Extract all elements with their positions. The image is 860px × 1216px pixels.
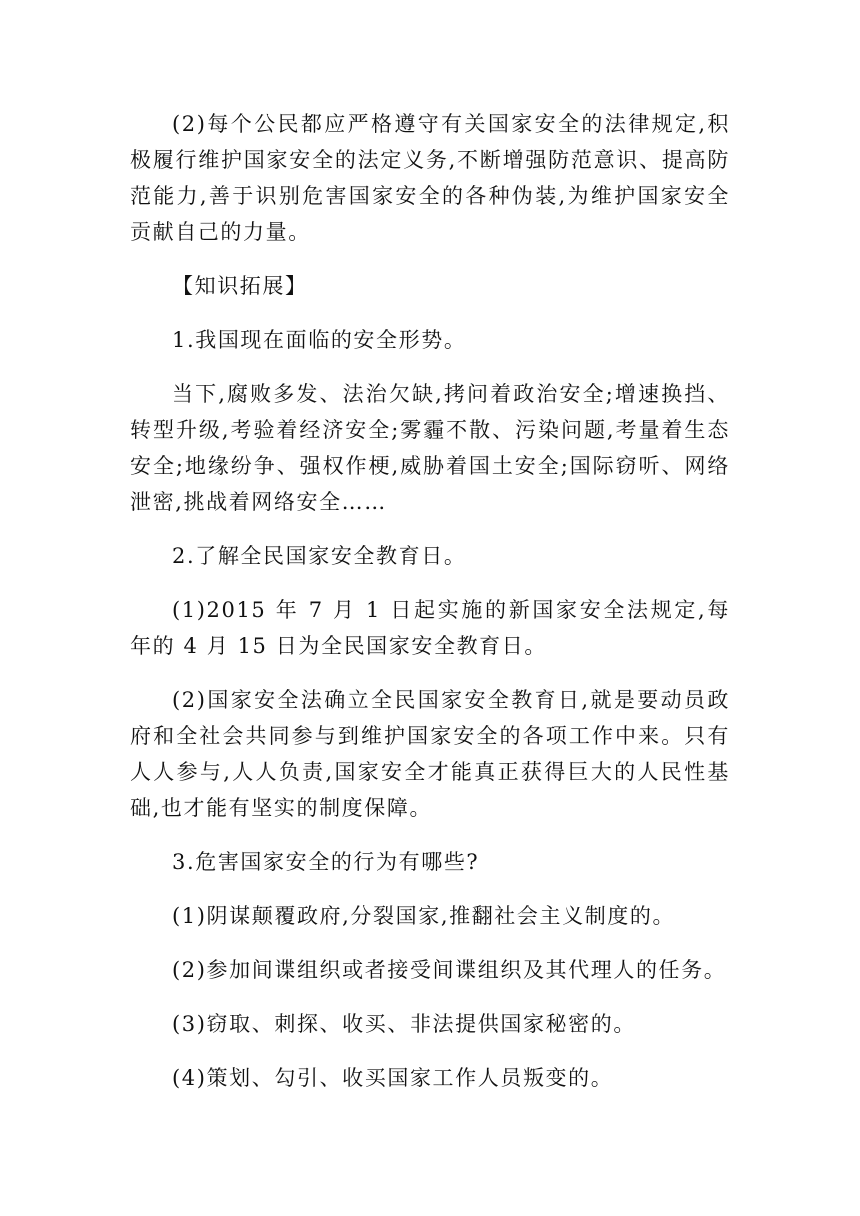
- document-body: [130, 106, 730, 1114]
- subheading-security-situation: 1.我国现在面临的安全形势。: [172, 328, 467, 352]
- subheading-harmful-acts: 3.危害国家安全的行为有哪些?: [172, 850, 480, 874]
- section-heading-knowledge-extension: 【知识拓展】: [172, 274, 308, 298]
- list-item-harmful-act-1: (1)阴谋颠覆政府,分裂国家,推翻社会主义制度的。: [172, 904, 676, 928]
- paragraph-security-situation: 当下,腐败多发、法治欠缺,拷问着政治安全;增速换挡、转型升级,考验着经济安全;雾霾不散、污染问题,考量着生态安全;地缘纷争、强权作梗,威胁着国土安全;国际窃听、网络泄密,挑战着网络安全……: [130, 382, 730, 514]
- subheading-education-day: 2.了解全民国家安全教育日。: [172, 544, 467, 568]
- list-item-harmful-act-4: (4)策划、勾引、收买国家工作人员叛变的。: [172, 1066, 614, 1090]
- paragraph-citizen-duty: (2)每个公民都应严格遵守有关国家安全的法律规定,积极履行维护国家安全的法定义务,不断增强防范意识、提高防范能力,善于识别危害国家安全的各种伪装,为维护国家安全贡献自己的力量。: [130, 112, 730, 244]
- paragraph-education-day-1: (1)2015 年 7 月 1 日起实施的新国家安全法规定,每年的 4 月 15 日为全民国家安全教育日。: [130, 598, 730, 658]
- paragraph-education-day-2: (2)国家安全法确立全民国家安全教育日,就是要动员政府和全社会共同参与到维护国家安全的各项工作中来。只有人人参与,人人负责,国家安全才能真正获得巨大的人民性基础,也才能有坚实的制度保障。: [130, 688, 730, 820]
- list-item-harmful-act-3: (3)窃取、刺探、收买、非法提供国家秘密的。: [172, 1012, 636, 1036]
- list-item-harmful-act-2: (2)参加间谍组织或者接受间谍组织及其代理人的任务。: [172, 958, 727, 982]
